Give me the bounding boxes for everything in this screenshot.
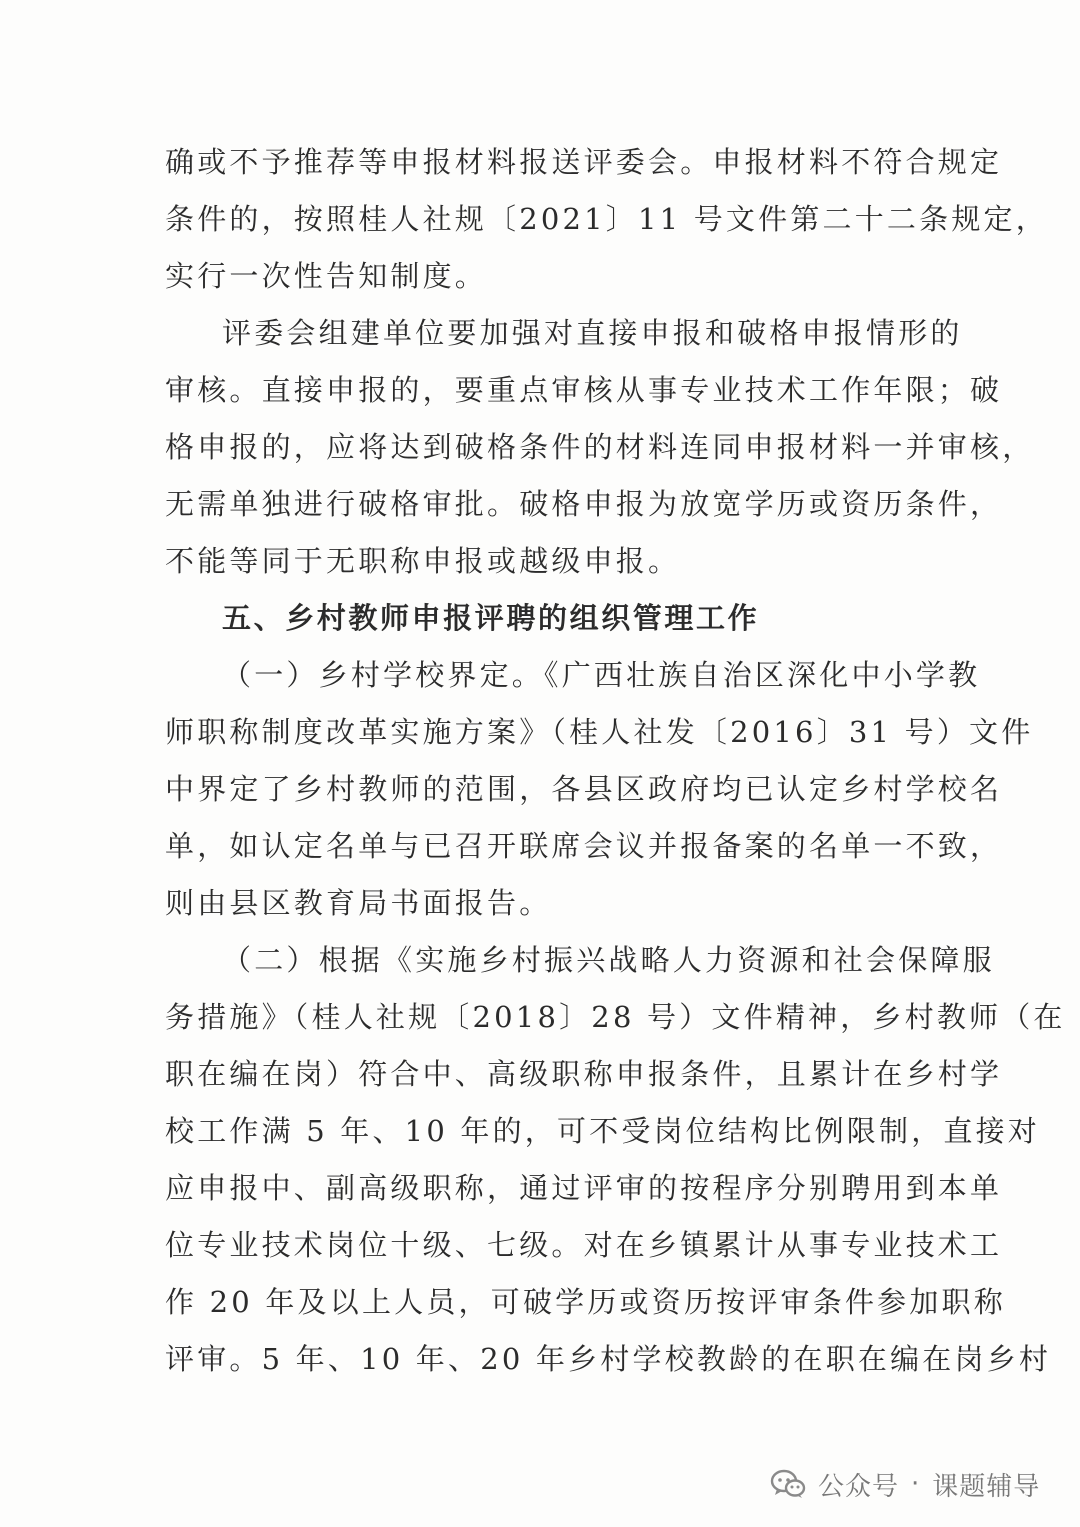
paragraph-line: 审核。直接申报的，要重点审核从事专业技术工作年限；破 [165,373,1003,407]
paragraph-line: 位专业技术岗位十级、七级。对在乡镇累计从事专业技术工 [165,1228,1003,1262]
watermark-separator: · [911,1469,921,1499]
watermark-source: 公众号 [818,1471,900,1502]
paragraph-line: 应申报中、副高级职称，通过评审的按程序分别聘用到本单 [165,1171,1003,1205]
paragraph-line: （二）根据《实施乡村振兴战略人力资源和社会保障服 [222,943,995,977]
paragraph-line: 则由县区教育局书面报告。 [165,886,552,920]
paragraph-line: 实行一次性告知制度。 [165,259,488,293]
section-heading: 五、乡村教师申报评聘的组织管理工作 [222,601,760,635]
paragraph-line: 条件的，按照桂人社规〔2021〕11 号文件第二十二条规定， [165,202,1048,236]
paragraph-line: 校工作满 5 年、10 年的，可不受岗位结构比例限制，直接对 [165,1114,1041,1148]
paragraph-line: 无需单独进行破格审批。破格申报为放宽学历或资历条件， [165,487,1003,521]
paragraph-line: 确或不予推荐等申报材料报送评委会。申报材料不符合规定 [165,145,1003,179]
wechat-watermark [770,1462,1040,1506]
paragraph-line: 务措施》（桂人社规〔2018〕28 号）文件精神，乡村教师（在 [165,1000,1066,1034]
paragraph-line: （一）乡村学校界定。《广西壮族自治区深化中小学教 [222,658,981,692]
paragraph-line: 单，如认定名单与已召开联席会议并报备案的名单一不致， [165,829,1003,863]
paragraph-line: 评委会组建单位要加强对直接申报和破格申报情形的 [222,316,963,350]
paragraph-line: 中界定了乡村教师的范围，各县区政府均已认定乡村学校名 [165,772,1003,806]
paragraph-line: 作 20 年及以上人员，可破学历或资历按评审条件参加职称 [165,1285,1006,1319]
paragraph-line: 不能等同于无职称申报或越级申报。 [165,544,681,578]
wechat-icon [770,1469,806,1499]
paragraph-line: 格申报的，应将达到破格条件的材料连同申报材料一并审核， [165,430,1035,464]
paragraph-line: 职在编在岗）符合中、高级职称申报条件，且累计在乡村学 [165,1057,1003,1091]
watermark-account: 课题辅导 [932,1471,1041,1502]
paragraph-line: 师职称制度改革实施方案》（桂人社发〔2016〕31 号）文件 [165,715,1034,749]
paragraph-line: 评审。5 年、10 年、20 年乡村学校教龄的在职在编在岗乡村 [165,1342,1052,1376]
